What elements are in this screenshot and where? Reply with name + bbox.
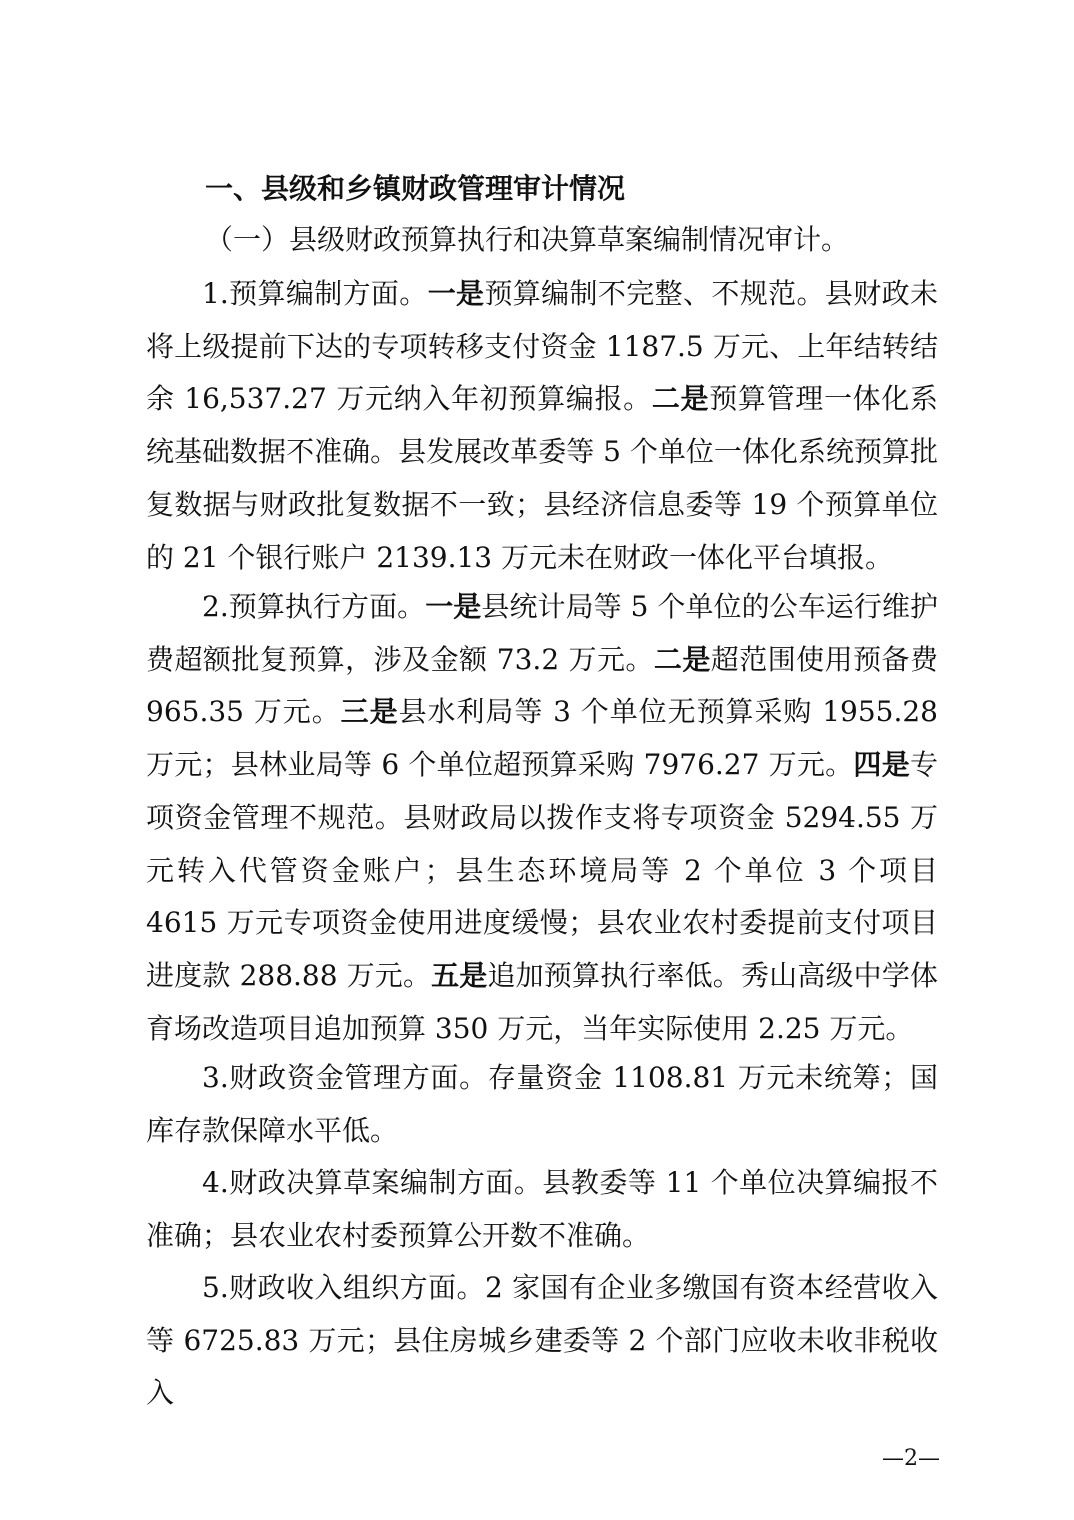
point-text: 超范围使用预备费 965.35 万元。 (146, 642, 938, 729)
paragraph-revenue-collection: 5.财政收入组织方面。2 家国有企业多缴国有资本经营收入等 6725.83 万元；县住房城乡建委等 2 个部门应收未收非税收入 (146, 1271, 938, 1410)
point-marker: 一是 (425, 590, 482, 623)
section-heading: 一、县级和乡镇财政管理审计情况 (205, 172, 626, 205)
point-marker: 三是 (340, 695, 399, 729)
point-marker: 二是 (653, 642, 711, 676)
page-number: —2— (882, 1446, 940, 1471)
point-text: 预算管理一体化系统基础数据不准确。县发展改革委等 5 个单位一体化系统预算批复数据与财政批复数据不一致；县经济信息委等 19 个预算单位的 21 个银行账户 2139.13 万元未在财政一体化平台填报。 (146, 382, 938, 574)
paragraph-fund-management: 3.财政资金管理方面。存量资金 1108.81 万元未统筹；国库存款保障水平低。 (146, 1061, 938, 1147)
paragraph-lead: 2.预算执行方面。 (202, 590, 426, 623)
point-marker: 四是 (853, 748, 910, 782)
point-text: 专项资金管理不规范。县财政局以拨作支将专项资金 5294.55 万元转入代管资金账户；县生态环境局等 2 个单位 3 个项目 4615 万元专项资金使用进度缓慢；县农业农村委提前支付项目进度款 288.88 万元。 (146, 748, 938, 992)
point-text: 追加预算执行率低。秀山高级中学体育场改造项目追加预算 350 万元，当年实际使用 2.25 万元。 (146, 958, 938, 1045)
section-subheading: （一）县级财政预算执行和决算草案编制情况审计。 (205, 223, 850, 256)
paragraph-budget-execution (146, 581, 938, 1055)
point-text: 县水利局等 3 个单位无预算采购 1955.28 万元；县林业局等 6 个单位超预算采购 7976.27 万元。 (146, 695, 938, 782)
point-marker: 五是 (431, 958, 488, 992)
paragraph-lead: 1.预算编制方面。 (202, 277, 428, 310)
paragraph-budget-compilation (146, 268, 938, 584)
paragraph-final-accounts: 4.财政决算草案编制方面。县教委等 11 个单位决算编报不准确；县农业农村委预算公开数不准确。 (146, 1166, 938, 1252)
point-marker: 二是 (651, 382, 710, 416)
point-marker: 一是 (427, 277, 485, 310)
point-text: 预算编制不完整、不规范。县财政未将上级提前下达的专项转移支付资金 1187.5 万元、上年结转结余 16,537.27 万元纳入年初预算编报。 (146, 277, 938, 416)
point-text: 县统计局等 5 个单位的公车运行维护费超额批复预算，涉及金额 73.2 万元。 (146, 590, 939, 676)
